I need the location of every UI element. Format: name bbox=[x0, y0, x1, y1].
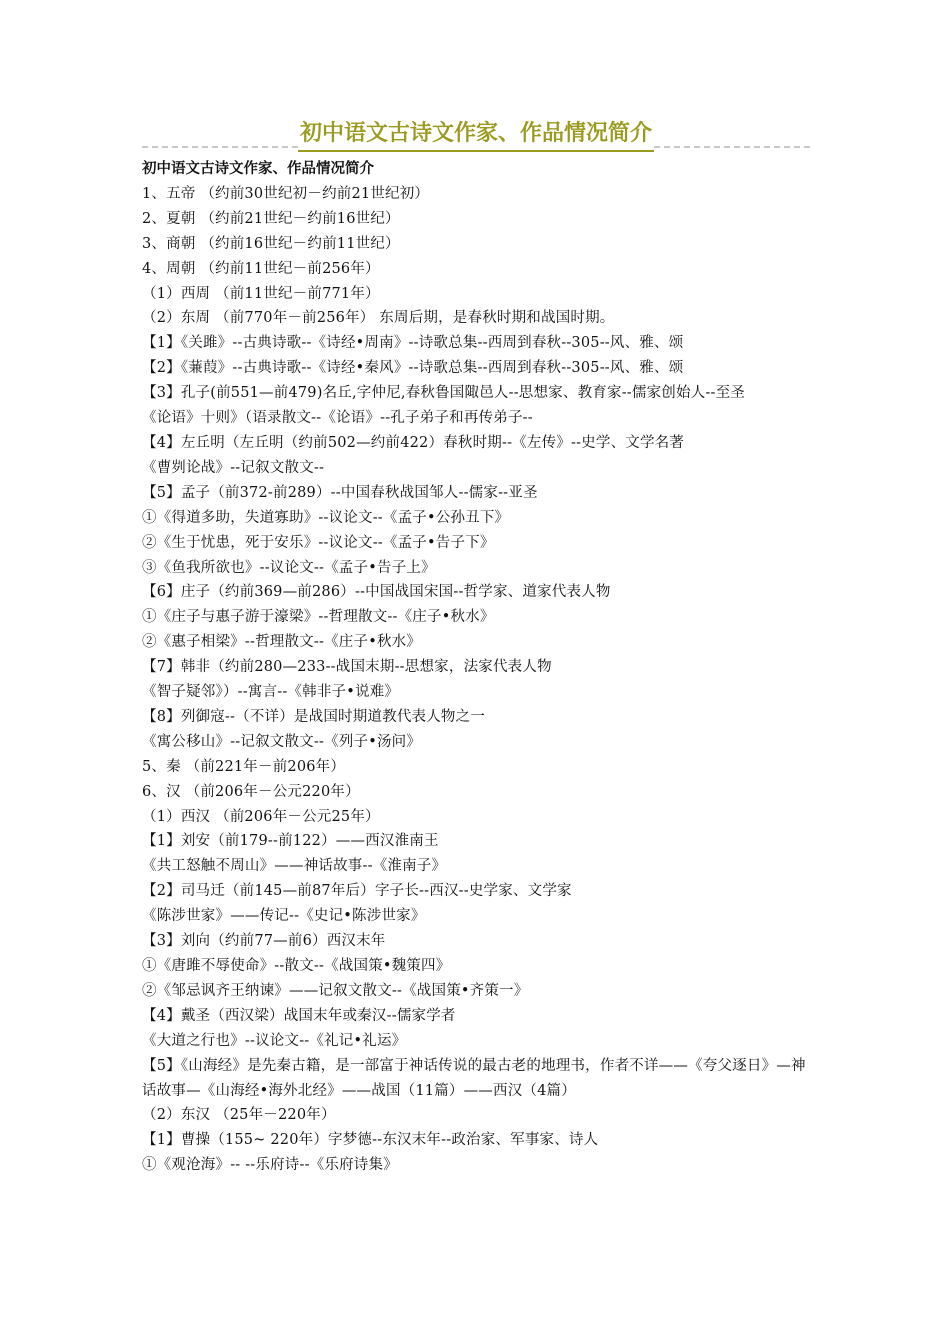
page-title: 初中语文古诗文作家、作品情况简介 bbox=[298, 119, 654, 152]
text-line: 【8】列御寇--（不详）是战国时期道教代表人物之一 bbox=[142, 708, 486, 725]
text-line: 《智子疑邻》）--寓言--《韩非子•说难》 bbox=[142, 684, 400, 701]
text-line: 【6】庄子（约前369—前286）--中国战国宋国--哲学家、道家代表人物 bbox=[142, 584, 611, 601]
text-line: 【1】刘安（前179--前122）——西汉淮南王 bbox=[142, 833, 439, 850]
title-dash-left bbox=[142, 146, 298, 148]
text-line: ①《唐雎不辱使命》--散文--《战国策•魏策四》 bbox=[142, 958, 451, 974]
text-line: （2）东周 （前770年－前256年） 东周后期，是春秋时期和战国时期。 bbox=[142, 310, 615, 327]
text-line: 《共工怒触不周山》——神话故事--《淮南子》 bbox=[142, 858, 447, 875]
text-line: 6、汉 （前206年－公元220年） bbox=[142, 783, 360, 800]
document-body bbox=[142, 157, 812, 1178]
text-line: 4、周朝 （约前11世纪－前256年） bbox=[142, 260, 380, 277]
text-line: 《曹刿论战》--记叙文散文-- bbox=[142, 459, 325, 476]
text-line: 1、五帝 （约前30世纪初－约前21世纪初） bbox=[142, 185, 430, 202]
text-line: ②《邹忌讽齐王纳谏》——记叙文散文--《战国策•齐策一》 bbox=[142, 982, 529, 999]
text-line: ①《得道多助，失道寡助》--议论文--《孟子•公孙丑下》 bbox=[142, 509, 510, 526]
section-heading: 初中语文古诗文作家、作品情况简介 bbox=[142, 161, 374, 177]
text-line: 【3】刘向（约前77—前6）西汉末年 bbox=[142, 933, 386, 950]
text-line: ③《鱼我所欲也》--议论文--《孟子•告子上》 bbox=[142, 559, 436, 576]
text-line: 3、商朝 （约前16世纪－约前11世纪） bbox=[142, 235, 400, 252]
text-line: 【2】《蒹葭》--古典诗歌--《诗经•秦风》--诗歌总集--西周到春秋--305--风、雅、颂 bbox=[142, 360, 684, 377]
text-line: ①《庄子与惠子游于濠梁》--哲理散文--《庄子•秋水》 bbox=[142, 609, 495, 626]
text-line: 【1】《关雎》--古典诗歌--《诗经•周南》--诗歌总集--西周到春秋--305--风、雅、颂 bbox=[142, 335, 684, 352]
text-line: 【7】韩非（约前280—233--战国末期--思想家，法家代表人物 bbox=[142, 659, 552, 676]
text-line: 5、秦 （前221年－前206年） bbox=[142, 758, 346, 775]
text-line: （1）西汉 （前206年－公元25年） bbox=[142, 808, 380, 825]
text-line: 【1】曹操（155~ 220年）字梦德--东汉末年--政治家、军事家、诗人 bbox=[142, 1132, 599, 1149]
title-dash-right bbox=[654, 146, 810, 148]
text-line: （1）西周 （前11世纪－前771年） bbox=[142, 285, 380, 302]
text-line: 《寓公移山》--记叙文散文--《列子•汤问》 bbox=[142, 733, 422, 750]
text-line: 《陈涉世家》——传记--《史记•陈涉世家》 bbox=[142, 908, 426, 925]
text-line: 《大道之行也》--议论文--《礼记•礼运》 bbox=[142, 1032, 407, 1049]
text-line: 【4】左丘明（左丘明（约前502—约前422）春秋时期--《左传》--史学、文学名著 bbox=[142, 434, 685, 451]
text-line: 【5】《山海经》是先秦古籍，是一部富于神话传说的最古老的地理书，作者不详——《夸父逐日》—神话故事—《山海经•海外北经》——战国（11篇）——西汉（4篇） bbox=[142, 1057, 806, 1099]
text-line: ②《惠子相梁》--哲理散文--《庄子•秋水》 bbox=[142, 634, 422, 651]
text-line: （2）东汉 （25年－220年） bbox=[142, 1107, 336, 1124]
text-line: 2、夏朝 （约前21世纪－约前16世纪） bbox=[142, 210, 400, 227]
title-row bbox=[142, 118, 810, 152]
text-line: ②《生于忧患，死于安乐》--议论文--《孟子•告子下》 bbox=[142, 534, 495, 551]
text-line: 【4】戴圣（西汉梁）战国末年或秦汉--儒家学者 bbox=[142, 1007, 456, 1024]
text-line: 《论语》十则》（语录散文--《论语》--孔子弟子和再传弟子-- bbox=[142, 410, 533, 427]
text-line: ①《观沧海》-- --乐府诗--《乐府诗集》 bbox=[142, 1157, 398, 1174]
text-line: 【3】孔子(前551—前479)名丘,字仲尼,春秋鲁国陬邑人--思想家、教育家--儒家创始人--至圣 bbox=[142, 385, 746, 402]
text-line: 【5】孟子（前372-前289）--中国春秋战国邹人--儒家--亚圣 bbox=[142, 484, 538, 501]
text-line: 【2】司马迁（前145—前87年后）字子长--西汉--史学家、文学家 bbox=[142, 883, 572, 900]
